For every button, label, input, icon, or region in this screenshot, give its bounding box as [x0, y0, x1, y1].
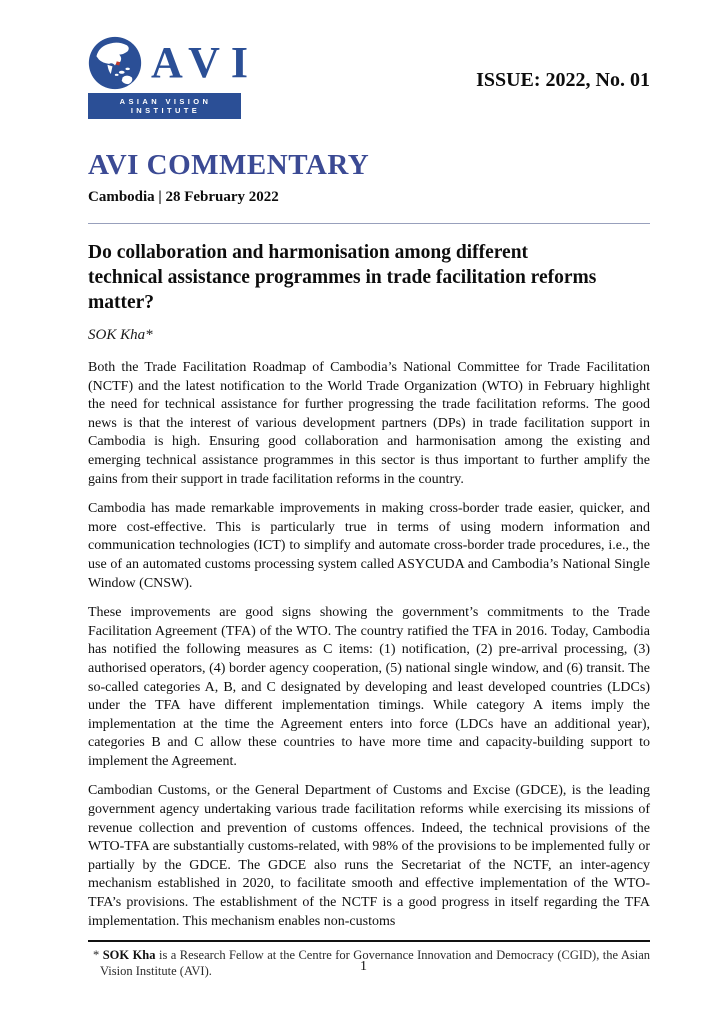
globe-asia-icon: [88, 36, 142, 90]
body-paragraph-4: Cambodian Customs, or the General Department of Customs and Excise (GDCE), is the leading government agency undertaking various trade facilitation reforms while exercising its missions of revenue collection and prevention of customs offences. Indeed, the technical provisions of the WTO-TFA are substantially customs-related, with 98% of the provisions to be implemented fully or partially by the GDCE. The GDCE also runs the Secretariat of the NCTF, an inter-agency mechanism established in 2020, to facilitate smooth and effective implementation of the WTO-TFA’s provisions. The establishment of the NCTF is a good progress in itself regarding the TFA implementation. This mechanism enables non-customs: [88, 783, 650, 929]
footnote-author: SOK Kha: [102, 948, 156, 963]
masthead-title: AVI COMMENTARY: [88, 149, 370, 181]
footnote-body: is a Research Fellow at the Centre for Governance Innovation and Democracy (CGID), the Asian Vision Institute (AVI).: [100, 948, 651, 979]
body-paragraph-2: Cambodia has made remarkable improvements in making cross-border trade easier, quicker, and more cost-effective. This is particularly true in terms of using modern information and communication technologies (ICT) to simplify and automate cross-border trade procedures, i.e., the use of an automated customs processing system called ASYCUDA and Cambodia’s National Single Window (CNSW).: [88, 501, 650, 591]
page-header: [88, 36, 650, 119]
body-paragraph-1: Both the Trade Facilitation Roadmap of Cambodia’s National Committee for Trade Facilitation (NCTF) and the latest notification to the World Trade Organization (WTO) in February highlight the need for technical assistance for further progressing the trade facilitation reforms. The good news is that the interest of various development partners (DPs) in trade facilitation support in Cambodia is high. Ensuring good collaboration and harmonisation among the existing and emerging technical assistance programmes in this sector is thus important to further amplify the gains from their support in trade facilitation reforms in the country.: [88, 360, 650, 487]
masthead-divider: [88, 223, 650, 224]
footnote-marker: *: [93, 948, 103, 963]
issue-label: ISSUE: 2022, No. 01: [476, 69, 650, 91]
article-title-line-3: matter?: [88, 292, 155, 313]
footnote-rule: [88, 940, 650, 942]
body-paragraph-3: These improvements are good signs showing the government’s commitments to the Trade Facilitation Agreement (TFA) of the WTO. The country ratified the TFA in 2016. Today, Cambodia has notified the following measures as C items: (1) notification, (2) pre-arrival processing, (3) authorised operators, (4) border agency cooperation, (5) national single window, and (6) transit. The so-called categories A, B, and C designated by developing and least developed countries (LDCs) under the TFA have different implementation timings. While category A items imply the implementation at the time the Agreement enters into force (LDCs have an additional year), categories B and C allow these countries to have more time and capacity-building support to implement the Agreement.: [88, 605, 650, 769]
author-byline: SOK Kha*: [88, 327, 153, 343]
avi-logo: [88, 36, 259, 119]
dateline: Cambodia | 28 February 2022: [88, 189, 279, 205]
avi-logo-top: [88, 36, 259, 90]
avi-logo-tagline: ASIAN VISION INSTITUTE: [88, 93, 241, 119]
avi-logo-acronym: AVI: [151, 38, 260, 87]
article-title: [88, 240, 650, 315]
article-title-line-2: technical assistance programmes in trade facilitation reforms: [88, 267, 597, 288]
article-title-line-1: Do collaboration and harmonisation among different: [88, 242, 529, 263]
page-number: 1: [360, 959, 367, 974]
